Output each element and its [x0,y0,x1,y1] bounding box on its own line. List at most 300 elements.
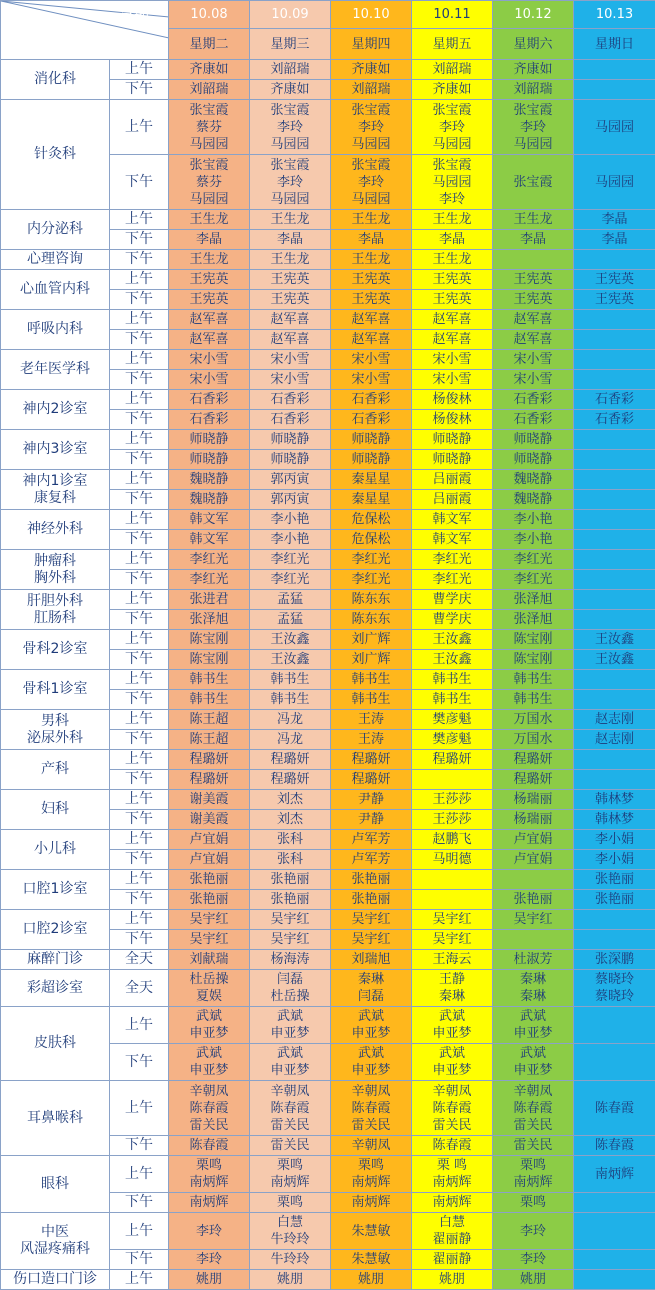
session-cell: 上午 [110,1270,169,1290]
doctor-name: 师晓静 [331,451,411,468]
department-name: 神经外科 [1,521,109,538]
doctor-name: 刘杰 [250,811,330,828]
doctor-name: 秦琳 [412,988,492,1005]
doctor-cell [250,370,331,390]
doctor-name: 李晶 [574,211,655,228]
doctor-name: 刘韶瑞 [493,81,573,98]
department-name: 针灸科 [1,146,109,163]
doctor-name: 李红光 [331,571,411,588]
session-cell: 上午 [110,910,169,930]
doctor-name: 王生龙 [250,211,330,228]
doctor-name: 宋小雪 [169,371,249,388]
doctor-cell [493,490,574,510]
schedule-row [1,470,655,490]
doctor-name: 韩书生 [331,671,411,688]
doctor-name: 李晶 [169,231,249,248]
doctor-cell [412,210,493,230]
doctor-name: 刘韶瑞 [250,61,330,78]
doctor-name: 南炳辉 [331,1194,411,1211]
doctor-name: 马园园 [250,136,330,153]
department-name: 产科 [1,761,109,778]
doctor-name: 师晓静 [493,431,573,448]
doctor-name: 蔡晓玲 [574,971,655,988]
doctor-name: 程璐妍 [331,751,411,768]
doctor-cell [493,730,574,750]
department-name-cell [1,250,110,270]
doctor-name: 秦星星 [331,471,411,488]
doctor-cell [412,250,493,270]
doctor-name: 马明德 [412,851,492,868]
doctor-cell [250,80,331,100]
doctor-cell [574,690,655,710]
doctor-cell [493,430,574,450]
doctor-cell [331,590,412,610]
doctor-name: 危保松 [331,511,411,528]
doctor-cell [574,850,655,870]
doctor-name: 石香彩 [169,411,249,428]
schedule-row [1,790,655,810]
doctor-cell [250,550,331,570]
doctor-name: 张泽旭 [169,611,249,628]
doctor-name: 陈东东 [331,611,411,628]
doctor-name: 马园园 [574,119,655,136]
doctor-cell [574,1156,655,1193]
doctor-cell [250,570,331,590]
schedule-row [1,670,655,690]
doctor-name: 辛朝凤 [331,1083,411,1100]
doctor-cell [331,510,412,530]
doctor-cell [250,60,331,80]
doctor-cell [250,750,331,770]
department-name-cell [1,750,110,790]
doctor-name: 李玲 [169,1223,249,1240]
doctor-name: 张宝霞 [250,157,330,174]
doctor-cell [412,890,493,910]
doctor-name: 武斌 [169,1045,249,1062]
doctor-cell [493,590,574,610]
session-cell: 下午 [110,250,169,270]
doctor-cell [574,350,655,370]
doctor-name: 王涛 [331,711,411,728]
doctor-cell [250,155,331,210]
doctor-name: 魏晓静 [493,491,573,508]
schedule-row [1,630,655,650]
doctor-name: 王汝鑫 [574,651,655,668]
doctor-name: 夏娱 [169,988,249,1005]
doctor-name: 李玲 [169,1251,249,1268]
weekday-header-cell: 星期四 [331,29,412,60]
doctor-cell [169,770,250,790]
doctor-cell [574,100,655,155]
doctor-name: 张艳丽 [250,891,330,908]
doctor-cell [169,450,250,470]
doctor-cell [250,890,331,910]
doctor-cell [250,1156,331,1193]
doctor-name: 申亚梦 [493,1025,573,1042]
doctor-cell [412,470,493,490]
doctor-name: 姚朋 [169,1271,249,1288]
doctor-cell [250,930,331,950]
doctor-cell [574,610,655,630]
doctor-name: 韩文军 [412,531,492,548]
corner-name-label: 姓名 [96,32,126,49]
doctor-name: 南炳辉 [574,1166,655,1183]
doctor-cell [169,670,250,690]
session-cell: 上午 [110,60,169,80]
doctor-name: 雷关民 [169,1117,249,1134]
department-name-cell [1,1156,110,1213]
doctor-cell [331,770,412,790]
doctor-cell [574,870,655,890]
doctor-name: 赵军喜 [493,311,573,328]
doctor-name: 王宪英 [412,291,492,308]
doctor-cell [493,870,574,890]
doctor-cell [574,730,655,750]
doctor-cell [169,910,250,930]
doctor-name: 吴宇红 [493,911,573,928]
session-cell: 上午 [110,100,169,155]
doctor-cell [331,950,412,970]
doctor-name: 张宝霞 [169,102,249,119]
doctor-cell [250,230,331,250]
doctor-name: 李晶 [250,231,330,248]
session-cell: 下午 [110,610,169,630]
doctor-name: 陈春霞 [574,1137,655,1154]
session-cell: 上午 [110,1213,169,1250]
schedule-row [1,910,655,930]
session-cell: 上午 [110,590,169,610]
schedule-row [1,1156,655,1193]
doctor-name: 赵军喜 [331,311,411,328]
doctor-cell [169,790,250,810]
doctor-cell [412,750,493,770]
doctor-cell [250,790,331,810]
doctor-cell [331,1081,412,1136]
doctor-name: 栗鸣 [169,1157,249,1174]
doctor-cell [169,1044,250,1081]
doctor-name: 栗鸣 [250,1194,330,1211]
doctor-cell [169,710,250,730]
doctor-cell [169,1007,250,1044]
doctor-name: 石香彩 [574,411,655,428]
doctor-name: 雷关民 [250,1117,330,1134]
doctor-cell [169,60,250,80]
doctor-name: 师晓静 [169,431,249,448]
doctor-cell [250,1270,331,1290]
doctor-cell [331,550,412,570]
doctor-name: 陈宝刚 [493,631,573,648]
schedule-row [1,710,655,730]
doctor-cell [331,870,412,890]
doctor-name: 赵军喜 [493,331,573,348]
doctor-cell [493,970,574,1007]
doctor-cell [250,970,331,1007]
doctor-cell [493,1270,574,1290]
doctor-name: 辛朝凤 [169,1083,249,1100]
doctor-name: 秦琳 [493,988,573,1005]
doctor-cell [250,710,331,730]
doctor-cell [493,80,574,100]
doctor-cell [493,370,574,390]
doctor-name: 齐康如 [169,61,249,78]
doctor-cell [574,80,655,100]
doctor-cell [493,155,574,210]
doctor-name: 郭丙寅 [250,471,330,488]
corner-header-cell [1,1,169,60]
department-name: 眼科 [1,1176,109,1193]
doctor-cell [412,970,493,1007]
department-name: 风湿疼痛科 [1,1241,109,1258]
department-name: 肿瘤科 [1,553,109,570]
doctor-name: 栗鸣 [250,1157,330,1174]
doctor-name: 张宝霞 [250,102,330,119]
session-cell: 下午 [110,570,169,590]
doctor-cell [331,1156,412,1193]
doctor-cell [169,230,250,250]
session-cell: 上午 [110,350,169,370]
doctor-cell [250,850,331,870]
doctor-name: 李玲 [493,1251,573,1268]
doctor-cell [331,390,412,410]
doctor-cell [250,390,331,410]
doctor-name: 石香彩 [331,411,411,428]
doctor-name: 卢宜娟 [493,831,573,848]
doctor-cell [250,770,331,790]
doctor-name: 王宪英 [250,271,330,288]
doctor-name: 吴宇红 [412,931,492,948]
doctor-cell [412,910,493,930]
doctor-name: 陈春霞 [250,1100,330,1117]
doctor-name: 杨俊林 [412,391,492,408]
doctor-cell [412,290,493,310]
doctor-name: 石香彩 [169,391,249,408]
doctor-name: 武斌 [169,1008,249,1025]
doctor-cell [574,410,655,430]
doctor-name: 南炳辉 [493,1174,573,1191]
doctor-name: 齐康如 [250,81,330,98]
doctor-cell [331,850,412,870]
session-cell: 上午 [110,430,169,450]
doctor-cell [412,350,493,370]
doctor-cell [493,710,574,730]
date-header-cell: 10.08 [169,1,250,29]
doctor-cell [331,1270,412,1290]
weekday-header-cell: 星期二 [169,29,250,60]
department-name: 妇科 [1,801,109,818]
doctor-name: 刘广辉 [331,651,411,668]
doctor-name: 宋小雪 [412,371,492,388]
session-cell: 下午 [110,650,169,670]
doctor-name: 程璐妍 [169,771,249,788]
doctor-cell [169,930,250,950]
department-name-cell [1,950,110,970]
doctor-name: 谢美霞 [169,791,249,808]
doctor-name: 李玲 [331,174,411,191]
doctor-name: 陈春霞 [412,1100,492,1117]
date-header-cell: 10.12 [493,1,574,29]
doctor-cell [250,950,331,970]
doctor-name: 翟丽静 [412,1251,492,1268]
doctor-name: 南炳辉 [331,1174,411,1191]
doctor-name: 杨海涛 [250,951,330,968]
doctor-cell [331,710,412,730]
doctor-name: 师晓静 [169,451,249,468]
doctor-cell [250,410,331,430]
doctor-name: 李玲 [250,119,330,136]
session-cell: 下午 [110,450,169,470]
doctor-cell [331,1007,412,1044]
doctor-name: 李小娟 [574,851,655,868]
schedule-row [1,60,655,80]
schedule-row [1,510,655,530]
doctor-name: 朱慧敏 [331,1251,411,1268]
doctor-name: 张艳丽 [169,871,249,888]
schedule-row [1,750,655,770]
doctor-name: 李红光 [493,571,573,588]
doctor-name: 李晶 [493,231,573,248]
department-name-cell [1,630,110,670]
doctor-cell [493,470,574,490]
doctor-name: 申亚梦 [412,1025,492,1042]
doctor-name: 李红光 [169,571,249,588]
doctor-name: 樊彦魁 [412,711,492,728]
doctor-name: 卢宜娟 [169,851,249,868]
doctor-name: 韩书生 [331,691,411,708]
doctor-name: 万国水 [493,731,573,748]
doctor-name: 尹静 [331,791,411,808]
doctor-name: 陈春霞 [574,1100,655,1117]
doctor-name: 吴宇红 [412,911,492,928]
session-cell: 上午 [110,310,169,330]
doctor-cell [574,950,655,970]
doctor-cell [331,630,412,650]
doctor-cell [493,1250,574,1270]
doctor-name: 申亚梦 [331,1025,411,1042]
doctor-cell [574,490,655,510]
session-cell: 上午 [110,670,169,690]
doctor-cell [331,730,412,750]
session-cell: 下午 [110,810,169,830]
doctor-name: 武斌 [493,1008,573,1025]
doctor-cell [250,210,331,230]
doctor-name: 张宝霞 [493,174,573,191]
doctor-name: 陈春霞 [331,1100,411,1117]
date-header-cell: 10.09 [250,1,331,29]
doctor-cell [331,490,412,510]
doctor-name: 石香彩 [493,391,573,408]
doctor-name: 韩书生 [169,671,249,688]
doctor-name: 陈王超 [169,711,249,728]
doctor-cell [331,1250,412,1270]
doctor-cell [493,850,574,870]
doctor-cell [250,910,331,930]
department-name: 老年医学科 [1,361,109,378]
session-cell: 全天 [110,970,169,1007]
doctor-name: 马园园 [412,174,492,191]
doctor-cell [574,710,655,730]
weekday-header-cell: 星期日 [574,29,655,60]
doctor-cell [412,370,493,390]
session-cell: 下午 [110,155,169,210]
doctor-name: 白慧 [250,1214,330,1231]
department-name: 伤口造口门诊 [1,1271,109,1288]
doctor-cell [493,790,574,810]
doctor-name: 朱慧敏 [331,1223,411,1240]
doctor-name: 卢军芳 [331,851,411,868]
doctor-name: 杨俊林 [412,411,492,428]
doctor-name: 李小艳 [493,511,573,528]
department-name-cell [1,590,110,630]
doctor-name: 魏晓静 [169,471,249,488]
doctor-name: 蔡晓玲 [574,988,655,1005]
doctor-name: 韩书生 [493,691,573,708]
doctor-name: 张艳丽 [331,891,411,908]
doctor-cell [493,60,574,80]
doctor-cell [493,750,574,770]
schedule-row [1,870,655,890]
doctor-name: 李小艳 [493,531,573,548]
schedule-row [1,1270,655,1290]
doctor-cell [493,930,574,950]
doctor-name: 姚朋 [412,1271,492,1288]
session-cell: 上午 [110,1156,169,1193]
doctor-name: 卢军芳 [331,831,411,848]
doctor-name: 雷关民 [493,1137,573,1154]
doctor-cell [493,690,574,710]
department-name-cell [1,1213,110,1270]
doctor-name: 马园园 [250,191,330,208]
schedule-row [1,830,655,850]
doctor-name: 秦琳 [331,971,411,988]
department-name-cell [1,830,110,870]
department-name-cell [1,970,110,1007]
doctor-name: 吴宇红 [331,931,411,948]
doctor-cell [493,210,574,230]
doctor-name: 武斌 [250,1045,330,1062]
doctor-cell [574,370,655,390]
department-name: 神内1诊室 [1,473,109,490]
doctor-cell [412,530,493,550]
doctor-cell [574,1270,655,1290]
doctor-name: 武斌 [412,1008,492,1025]
doctor-name: 张艳丽 [331,871,411,888]
doctor-cell [331,470,412,490]
schedule-row [1,550,655,570]
doctor-name: 张艳丽 [169,891,249,908]
doctor-cell [331,350,412,370]
doctor-cell [169,630,250,650]
session-cell: 下午 [110,410,169,430]
doctor-cell [169,1270,250,1290]
doctor-name: 石香彩 [574,391,655,408]
doctor-cell [169,730,250,750]
doctor-name: 韩书生 [169,691,249,708]
doctor-cell [250,510,331,530]
session-cell: 下午 [110,730,169,750]
doctor-cell [493,230,574,250]
department-name: 口腔2诊室 [1,921,109,938]
doctor-name: 师晓静 [331,431,411,448]
doctor-name: 宋小雪 [331,371,411,388]
doctor-cell [493,310,574,330]
doctor-cell [331,155,412,210]
department-name: 内分泌科 [1,221,109,238]
doctor-name: 魏晓静 [493,471,573,488]
doctor-cell [412,850,493,870]
department-name-cell [1,710,110,750]
doctor-cell [574,250,655,270]
doctor-cell [250,650,331,670]
